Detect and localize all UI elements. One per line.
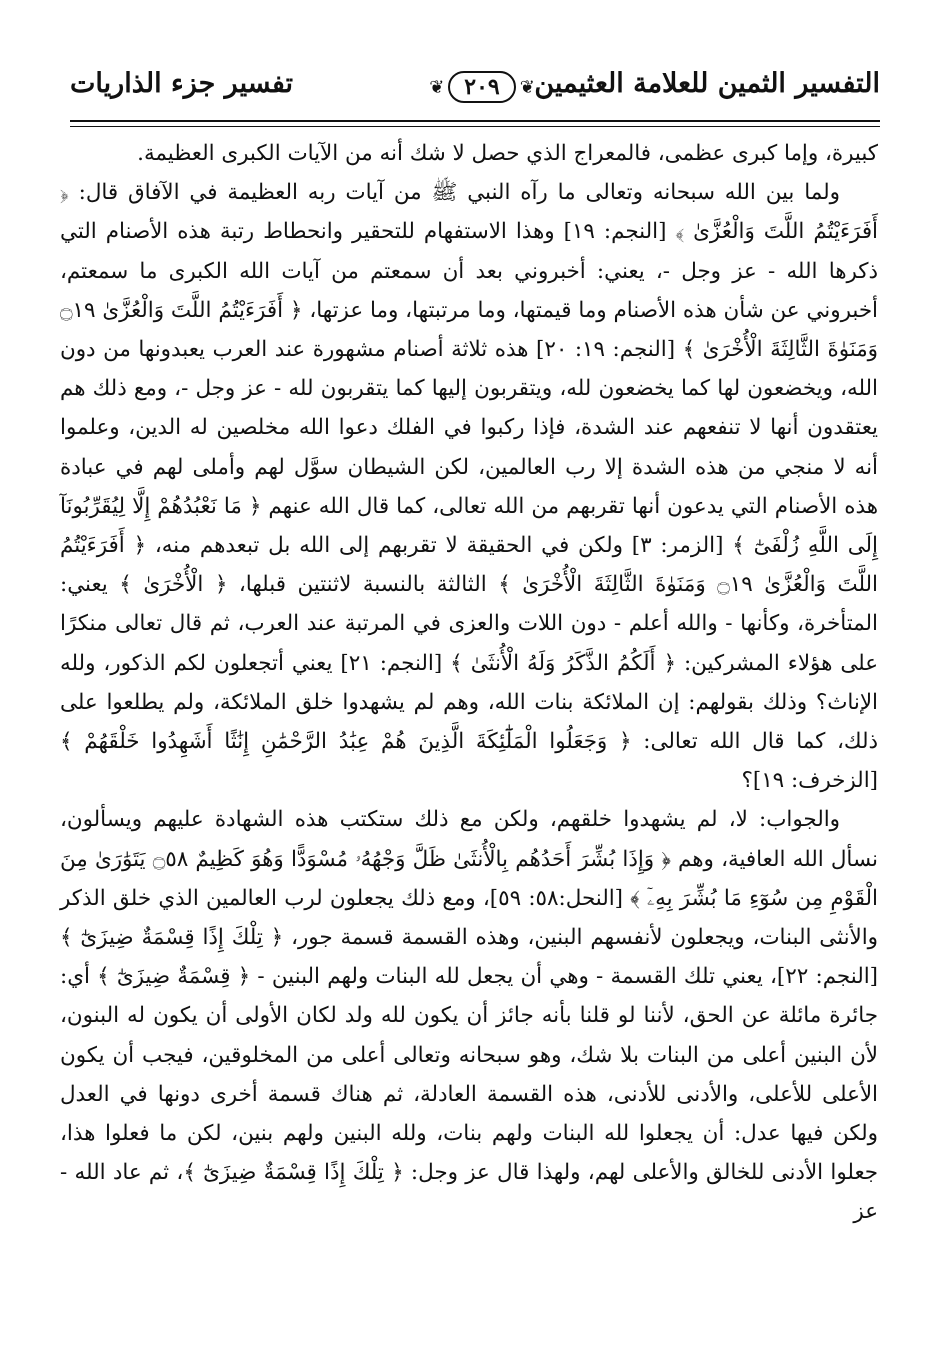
ornament-icon: ❦	[429, 76, 445, 98]
page-body	[60, 134, 878, 1232]
page-number: ٢٠٩	[448, 71, 515, 103]
ornament-icon: ❦	[519, 76, 535, 98]
section-title: تفسير جزء الذاريات	[70, 68, 293, 99]
paragraph: ولما بين الله سبحانه وتعالى ما رآه النبي ﷺ من آيات ربه العظيمة في الآفاق قال: ﴿ أَفَرَءَيْتُمُ اللَّتَ وَالْعُزَّىٰ ﴾ [النجم: ١٩] وهذا الاستفهام للتحقير وانحطاط رتبة هذه الأصنام التي ذكرها الله - عز وجل -، يعني: أخبروني بعد أن سمعتم من آيات الله الكبرى ما سمعتم، أخبروني عن شأن هذه الأصنام وما قيمتها، وما مرتبتها، وما عزتها، ﴿ أَفَرَءَيْتُمُ اللَّتَ وَالْعُزَّىٰ ۝١٩ وَمَنَوٰةَ الثَّالِثَةَ الْأُخْرَىٰ ﴾ [النجم: ١٩: ٢٠] هذه ثلاثة أصنام مشهورة عند العرب يعبدونها من دون الله، ويخضعون لها كما يخضعون لله، ويتقربون إليها كما يتقربون لله - عز وجل -، ومع ذلك هم يعتقدون أنها لا تنفعهم عند الشدة، فإذا ركبوا في الفلك دعوا الله مخلصين له الدين، وعلموا أنه لا منجي من هذه الشدة إلا رب العالمين، لكن الشيطان سوَّل لهم وأملى لهم في عبادة هذه الأصنام التي يدعون أنها تقربهم من الله تعالى، كما قال الله عنهم ﴿ مَا نَعْبُدُهُمْ إِلَّا لِيُقَرِّبُونَآ إِلَى اللَّهِ زُلْفَىٰٓ ﴾ [الزمر: ٣] ولكن في الحقيقة لا تقربهم إلى الله بل تبعدهم منه، ﴿ أَفَرَءَيْتُمُ اللَّتَ وَالْعُزَّىٰ ۝١٩ وَمَنَوٰةَ الثَّالِثَةَ الْأُخْرَىٰ ﴾ الثالثة بالنسبة لاثنتين قبلها، ﴿ الْأُخْرَىٰ ﴾ يعني: المتأخرة، وكأنها - والله أعلم - دون اللات والعزى في المرتبة عند العرب، ثم قال تعالى منكرًا على هؤلاء المشركين: ﴿ أَلَكُمُ الذَّكَرُ وَلَهُ الْأُنثَىٰ ﴾ [النجم: ٢١] يعني أتجعلون لكم الذكور، ولله الإناث؟ وذلك بقولهم: إن الملائكة بنات الله، وهم لم يشهدوا خلق الملائكة، ولم يطلعوا على ذلك، كما قال الله تعالى: ﴿ وَجَعَلُوا الْمَلَٰٓئِكَةَ الَّذِينَ هُمْ عِبَٰدُ الرَّحْمَٰنِ إِنَٰثًا أَشَهِدُوا خَلْقَهُمْ ﴾ [الزخرف: ١٩]؟	[60, 180, 879, 794]
book-title: التفسير الثمين للعلامة العثيمين	[534, 68, 880, 99]
header-rule	[70, 120, 880, 122]
header-rule-thin	[70, 126, 880, 127]
paragraph: والجواب: لا، لم يشهدوا خلقهم، ولكن مع ذلك ستكتب هذه الشهادة عليهم ويسألون، نسأل الله العافية، وهم ﴿ وَإِذَا بُشِّرَ أَحَدُهُم بِالْأُنثَىٰ ظَلَّ وَجْهُهُۥ مُسْوَدًّا وَهُوَ كَظِيمٌ ۝٥٨ يَتَوَٰرَىٰ مِنَ الْقَوْمِ مِن سُوٓءِ مَا بُشِّرَ بِهِۦٓ ﴾ [النحل:٥٨: ٥٩]، ومع ذلك يجعلون لرب العالمين الذي خلق الذكر والأنثى البنات، ويجعلون لأنفسهم البنين، وهذه القسمة قسمة جور، ﴿ تِلْكَ إِذًا قِسْمَةٌ ضِيزَىٰٓ ﴾ [النجم: ٢٢]، يعني تلك القسمة - وهي أن يجعل لله البنات ولهم البنين - ﴿ قِسْمَةٌ ضِيزَىٰٓ ﴾ أي: جائرة مائلة عن الحق، لأننا لو قلنا بأنه جائز أن يكون لله ولد لكان الأولى أن يكون له البنون، لأن البنين أعلى من البنات بلا شك، وهو سبحانه وتعالى أعلى من المخلوقين، فيجب أن يكون الأعلى للأعلى، والأدنى للأدنى، هذه القسمة العادلة، ثم هناك قسمة أخرى دونها في العدل ولكن فيها عدل: أن يجعلوا لله البنات ولهم بنات، ولله البنين ولهم بنين، لكن ما فعلوا هذا، جعلوا الأدنى للخالق والأعلى لهم، ولهذا قال عز وجل: ﴿ تِلْكَ إِذًا قِسْمَةٌ ضِيزَىٰٓ ﴾، ثم عاد الله - عز	[60, 807, 878, 1225]
page-header	[70, 60, 880, 122]
page-number-ornament	[422, 70, 542, 104]
paragraph: كبيرة، وإما كبرى عظمى، فالمعراج الذي حصل لا شك أنه من الآيات الكبرى العظيمة.	[137, 141, 878, 166]
